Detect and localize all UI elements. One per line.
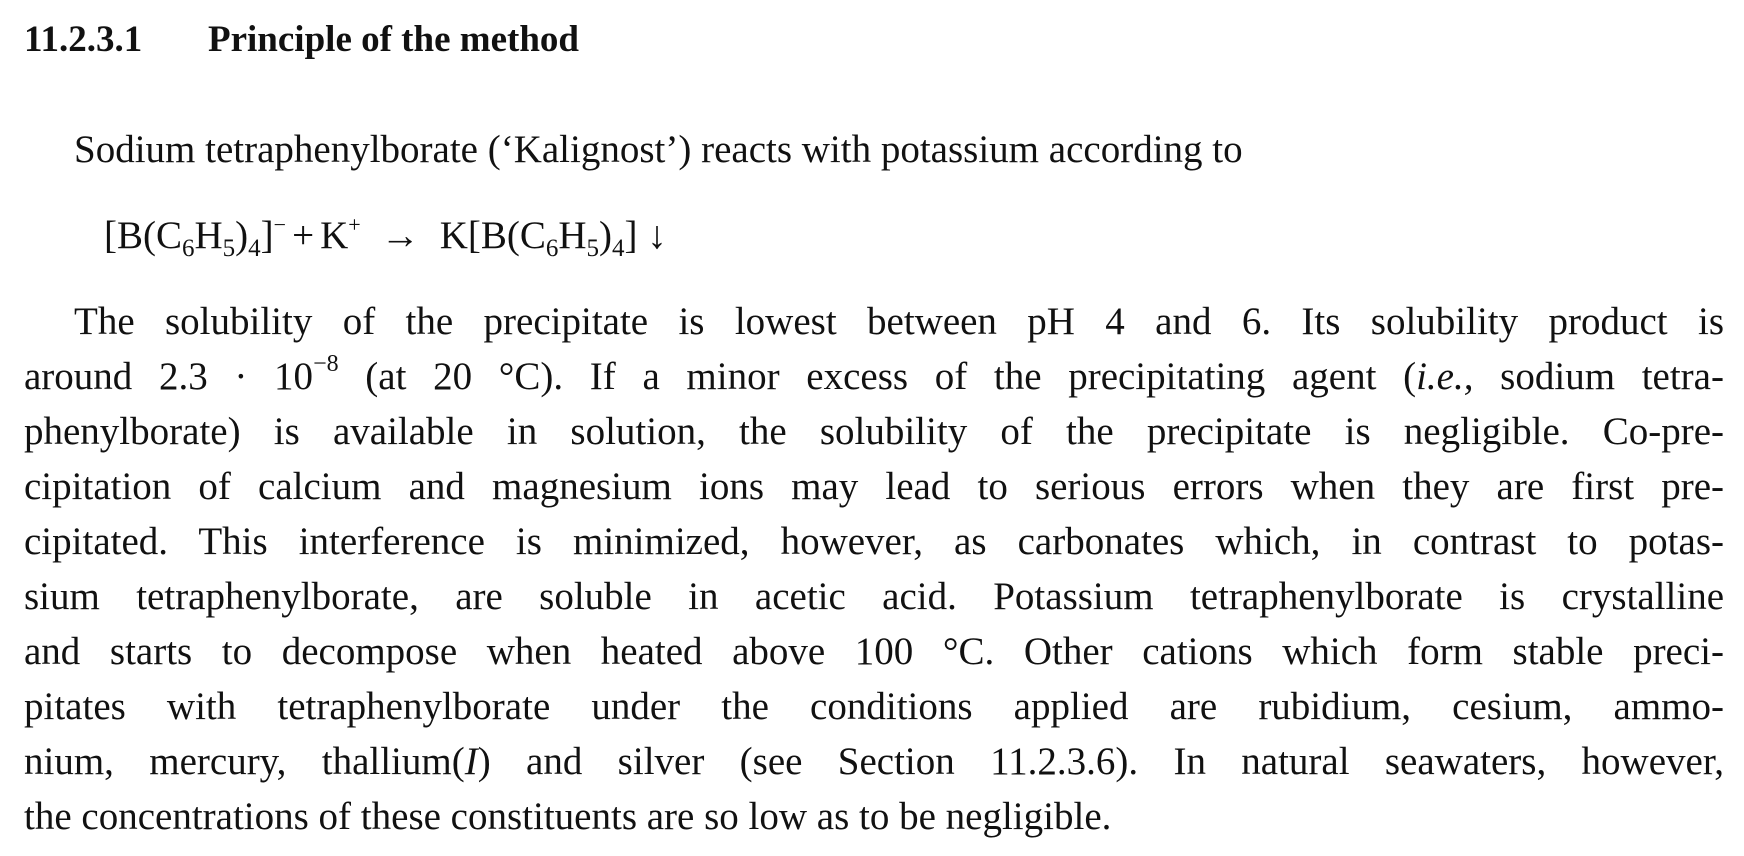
exponent: −8 [313,351,339,377]
eq-sub-5: 5 [222,235,236,262]
eq-sub-4: 4 [248,235,261,262]
text-fragment: ) and silver (see Section 11.2.3.6). In natural seawaters, however, [477,740,1725,783]
precipitate-arrow-icon: ↓ [647,214,667,257]
paragraph-line: cipitated. This interference is minimized, however, as carbonates which, in contrast to potas- [24,520,1724,563]
text-fragment: nium, mercury, thallium( [24,740,465,783]
eq-plus: + [292,214,315,257]
eq-lhs-open: [B(C [104,214,182,257]
eq-reaction-arrow: → [380,214,420,257]
eq-sub-6: 6 [182,235,195,262]
section-number: 11.2.3.1 [24,19,143,60]
paragraph-line: the concentrations of these constituents are so low as to be negligible. [24,795,1112,838]
section-heading [24,16,579,64]
paragraph-line [24,734,1724,789]
eq-close-paren: ) [235,214,249,257]
eq-charge-plus: + [348,212,361,237]
reaction-equation [104,210,667,262]
paragraph-line: sium tetraphenylborate, are soluble in acetic acid. Potassium tetraphenylborate is crystalline [24,575,1724,618]
eq-close-bracket: ] [260,214,274,257]
eq-rhs-close-bracket: ] [624,214,638,257]
paragraph-line: pitates with tetraphenylborate under the conditions applied are rubidium, cesium, ammo- [24,685,1724,728]
paragraph-line [24,349,1724,404]
italic-ie: i.e., [1416,355,1474,398]
eq-rhs-sub-5: 5 [586,235,600,262]
text-fragment: sodium tetra- [1473,355,1724,398]
section-title: Principle of the method [208,19,579,60]
eq-h: H [194,214,223,257]
eq-rhs-close-paren: ) [599,214,613,257]
eq-rhs-sub-4: 4 [612,235,625,262]
text-fragment: around 2.3 · 10 [24,355,314,398]
paragraph-line: cipitation of calcium and magnesium ions may lead to serious errors when they are first pre- [24,465,1724,508]
eq-charge-minus: − [273,212,287,237]
italic-roman-numeral: I [464,740,478,783]
eq-rhs-h: H [558,214,587,257]
intro-sentence: Sodium tetraphenylborate (‘Kalignost’) reacts with potassium according to [74,128,1243,171]
paragraph-line: and starts to decompose when heated above 100 °C. Other cations which form stable preci- [24,630,1724,673]
eq-rhs-open: K[B(C [439,214,546,257]
eq-potassium: K [320,214,349,257]
text-fragment: (at 20 °C). If a minor excess of the precipitating agent ( [338,355,1417,398]
body-paragraph [24,294,1724,844]
eq-rhs-sub-6: 6 [545,235,559,262]
paragraph-line: The solubility of the precipitate is lowest between pH 4 and 6. Its solubility product is [74,300,1724,343]
paragraph-line: phenylborate) is available in solution, the solubility of the precipitate is negligible. Co-pre- [24,410,1724,453]
